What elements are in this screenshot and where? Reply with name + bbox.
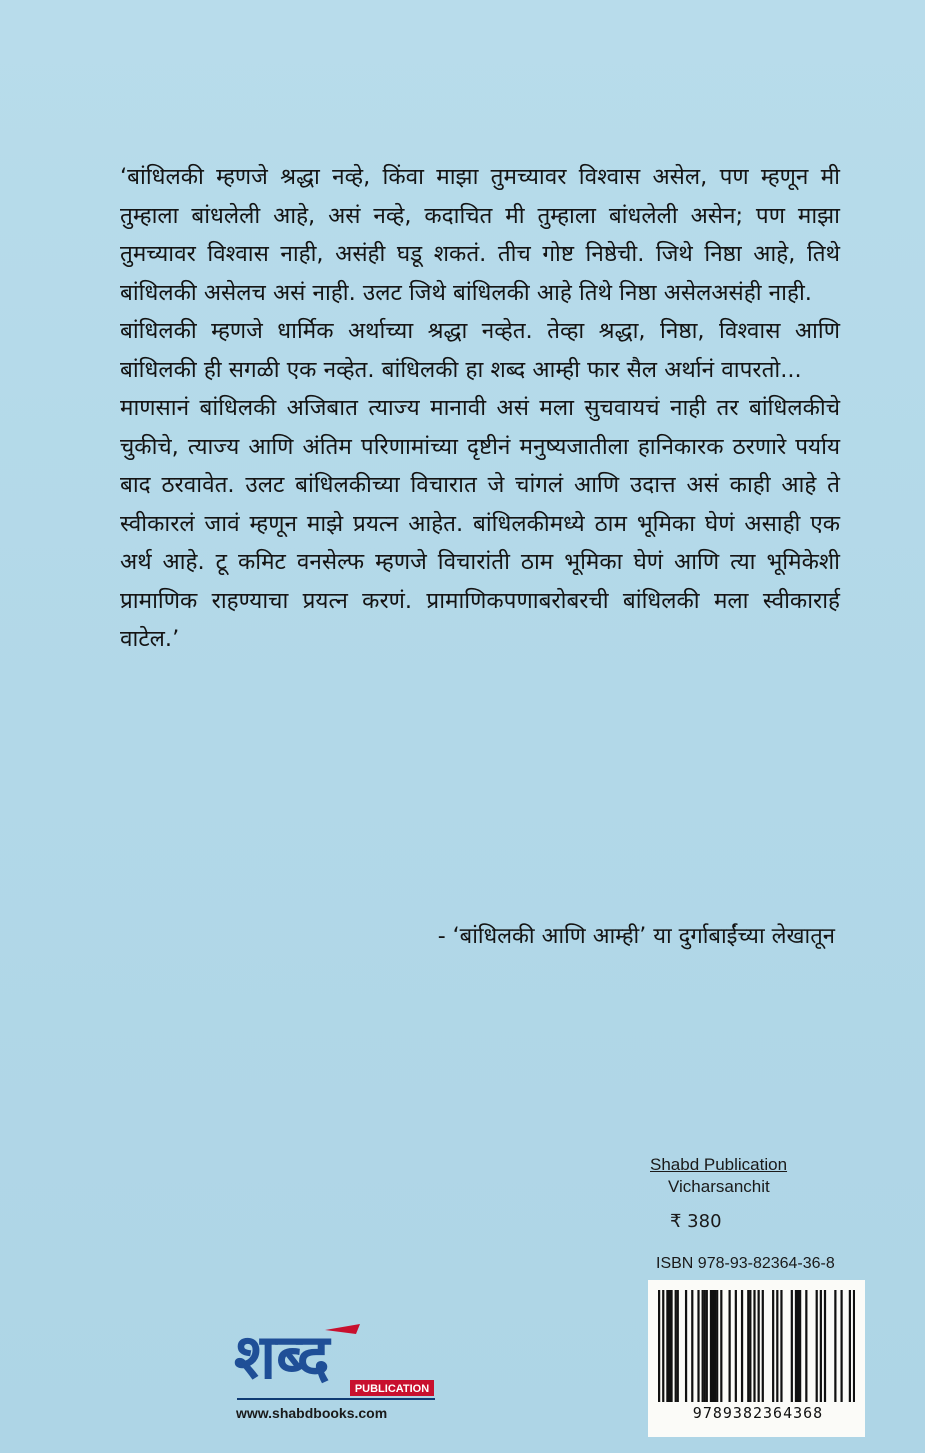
publisher-info (650, 1154, 850, 1198)
barcode-bar (670, 1290, 672, 1402)
barcode-bar (714, 1290, 716, 1402)
logo-subtext: PUBLICATION (354, 1383, 430, 1395)
barcode-bar (706, 1290, 708, 1402)
isbn: ISBN 978-93-82364-36-8 (656, 1255, 835, 1272)
barcode-digits: 9789382364368 (692, 1404, 824, 1422)
barcode-bar (702, 1290, 704, 1402)
barcode-bar (720, 1290, 722, 1402)
price: ₹ 380 (670, 1211, 722, 1232)
barcode-bar (685, 1290, 687, 1402)
barcode-bar (697, 1290, 699, 1402)
barcode-bar (805, 1290, 807, 1402)
barcode (648, 1280, 865, 1437)
series-name: Vicharsanchit (668, 1177, 770, 1196)
barcode-bar (799, 1290, 801, 1402)
barcode-bar (824, 1290, 826, 1402)
barcode-bar (762, 1290, 764, 1402)
barcode-bar (795, 1290, 797, 1402)
barcode-bar (712, 1290, 714, 1402)
barcode-bar (776, 1290, 778, 1402)
barcode-bar (691, 1290, 693, 1402)
barcode-bar (791, 1290, 793, 1402)
barcode-bar (834, 1290, 836, 1402)
barcode-bar (666, 1290, 668, 1402)
barcode-bar (735, 1290, 737, 1402)
barcode-bar (710, 1290, 712, 1402)
barcode-bar (772, 1290, 774, 1402)
barcode-bar (668, 1290, 670, 1402)
blurb-text (120, 158, 840, 659)
barcode-bar (729, 1290, 731, 1402)
barcode-bar (816, 1290, 818, 1402)
barcode-bar (704, 1290, 706, 1402)
barcode-bar (747, 1290, 749, 1402)
blurb-paragraph-2: बांधिलकी म्हणजे धार्मिक अर्थाच्या श्रद्धा नव्हेत. तेव्हा श्रद्धा, निष्ठा, विश्वास आणि बांधिलकी ही सगळी एक नव्हेत. बांधिलकी हा शब्द आम्ही फार सैल अर्थानं वापरतो... (120, 318, 840, 383)
logo-divider (237, 1398, 435, 1400)
barcode-bar (677, 1290, 679, 1402)
website: www.shabdbooks.com (236, 1405, 388, 1421)
barcode-bar (849, 1290, 851, 1402)
barcode-bar (797, 1290, 799, 1402)
barcode-bar (675, 1290, 677, 1402)
shabd-publication-logo (230, 1320, 450, 1400)
barcode-bar (840, 1290, 842, 1402)
barcode-bar (741, 1290, 743, 1402)
barcode-bar (716, 1290, 718, 1402)
barcode-bar (820, 1290, 822, 1402)
publisher-name: Shabd Publication (650, 1155, 788, 1174)
barcode-bar (658, 1290, 660, 1402)
barcode-bar (749, 1290, 751, 1402)
barcode-bar (662, 1290, 664, 1402)
barcode-bar (780, 1290, 782, 1402)
logo-text: शब्द (234, 1320, 330, 1393)
barcode-bar (753, 1290, 755, 1402)
blurb-paragraph-1: ‘बांधिलकी म्हणजे श्रद्धा नव्हे, किंवा माझा तुमच्यावर विश्वास असेल, पण म्हणून मी तुम्हाला बांधलेली आहे, असं नव्हे, कदाचित मी तुम्हाला बांधलेली असेन; पण माझा तुमच्यावर विश्वास नाही, असंही घडू शकतं. तीच गोष्ट निष्ठेची. जिथे निष्ठा आहे, तिथे बांधिलकी असेलच असं नाही. उलट जिथे बांधिलकी आहे तिथे निष्ठा असेलअसंही नाही. (120, 164, 840, 306)
barcode-bars (658, 1290, 855, 1402)
barcode-bar (758, 1290, 760, 1402)
barcode-bar (853, 1290, 855, 1402)
blurb-paragraph-3: माणसानं बांधिलकी अजिबात त्याज्य मानावी असं मला सुचवायचं नाही तर बांधिलकीचे चुकीचे, त्याज्य आणि अंतिम परिणामांच्या दृष्टीनं मनुष्यजातीला हानिकारक ठरणारे पर्याय बाद ठरवावेत. उलट बांधिलकीच्या विचारात जे चांगलं आणि उदात्त असं काही आहे ते स्वीकारलं जावं म्हणून माझे प्रयत्न आहेत. बांधिलकीमध्ये ठाम भूमिका घेणं असाही एक अर्थ आहे. टू कमिट वनसेल्फ म्हणजे विचारांती ठाम भूमिका घेणं आणि त्या भूमिकेशी प्रामाणिक राहण्याचा प्रयत्न करणं. प्रामाणिकपणाबरोबरची बांधिलकी मला स्वीकारार्ह वाटेल.’ (120, 395, 840, 652)
quote-attribution: - ‘बांधिलकी आणि आम्ही’ या दुर्गाबाईंच्या लेखातून (437, 924, 835, 949)
pen-nib-icon (325, 1324, 360, 1334)
